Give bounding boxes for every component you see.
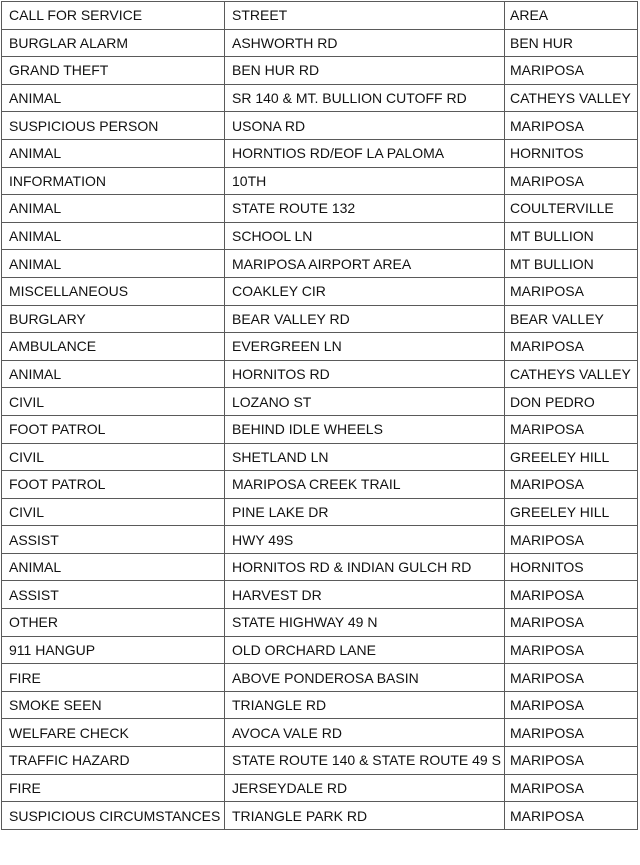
call-type-cell: 911 HANGUP xyxy=(2,636,225,664)
street-cell: TRIANGLE PARK RD xyxy=(225,802,505,830)
table-row xyxy=(2,526,638,554)
area-cell: MARIPOSA xyxy=(505,471,638,499)
area-cell: MARIPOSA xyxy=(505,581,638,609)
call-type-cell: ANIMAL xyxy=(2,222,225,250)
street-cell: STATE HIGHWAY 49 N xyxy=(225,609,505,637)
area-cell: MARIPOSA xyxy=(505,112,638,140)
street-cell: BEN HUR RD xyxy=(225,57,505,85)
street-cell: HORNTIOS RD/EOF LA PALOMA xyxy=(225,139,505,167)
call-type-cell: BURGLAR ALARM xyxy=(2,29,225,57)
call-type-cell: OTHER xyxy=(2,609,225,637)
table-row xyxy=(2,112,638,140)
header-call-for-service: CALL FOR SERVICE xyxy=(2,2,225,30)
call-type-cell: AMBULANCE xyxy=(2,333,225,361)
street-cell: LOZANO ST xyxy=(225,388,505,416)
area-cell: COULTERVILLE xyxy=(505,195,638,223)
street-cell: EVERGREEN LN xyxy=(225,333,505,361)
street-cell: SHETLAND LN xyxy=(225,443,505,471)
table-row xyxy=(2,719,638,747)
table-row xyxy=(2,57,638,85)
area-cell: HORNITOS xyxy=(505,139,638,167)
call-type-cell: SMOKE SEEN xyxy=(2,691,225,719)
table-row xyxy=(2,84,638,112)
table-row xyxy=(2,636,638,664)
call-type-cell: FOOT PATROL xyxy=(2,471,225,499)
call-type-cell: CIVIL xyxy=(2,498,225,526)
table-row xyxy=(2,305,638,333)
call-type-cell: WELFARE CHECK xyxy=(2,719,225,747)
call-type-cell: FIRE xyxy=(2,664,225,692)
call-type-cell: FOOT PATROL xyxy=(2,415,225,443)
area-cell: MARIPOSA xyxy=(505,636,638,664)
call-type-cell: CIVIL xyxy=(2,443,225,471)
call-type-cell: ANIMAL xyxy=(2,360,225,388)
street-cell: SR 140 & MT. BULLION CUTOFF RD xyxy=(225,84,505,112)
area-cell: GREELEY HILL xyxy=(505,498,638,526)
call-type-cell: BURGLARY xyxy=(2,305,225,333)
street-cell: OLD ORCHARD LANE xyxy=(225,636,505,664)
table-row xyxy=(2,609,638,637)
table-row xyxy=(2,553,638,581)
street-cell: HWY 49S xyxy=(225,526,505,554)
street-cell: ABOVE PONDEROSA BASIN xyxy=(225,664,505,692)
street-cell: STATE ROUTE 140 & STATE ROUTE 49 S xyxy=(225,747,505,775)
table-row xyxy=(2,443,638,471)
calls-for-service-table xyxy=(1,1,638,830)
area-cell: BEN HUR xyxy=(505,29,638,57)
table-row xyxy=(2,691,638,719)
table-row xyxy=(2,222,638,250)
area-cell: MARIPOSA xyxy=(505,277,638,305)
area-cell: MT BULLION xyxy=(505,222,638,250)
call-type-cell: FIRE xyxy=(2,774,225,802)
area-cell: MARIPOSA xyxy=(505,57,638,85)
street-cell: TRIANGLE RD xyxy=(225,691,505,719)
table-row xyxy=(2,250,638,278)
header-area: AREA xyxy=(505,2,638,30)
street-cell: MARIPOSA CREEK TRAIL xyxy=(225,471,505,499)
table-row xyxy=(2,747,638,775)
street-cell: USONA RD xyxy=(225,112,505,140)
area-cell: MARIPOSA xyxy=(505,167,638,195)
call-type-cell: CIVIL xyxy=(2,388,225,416)
area-cell: HORNITOS xyxy=(505,553,638,581)
table-row xyxy=(2,167,638,195)
call-type-cell: INFORMATION xyxy=(2,167,225,195)
table-row xyxy=(2,333,638,361)
street-cell: COAKLEY CIR xyxy=(225,277,505,305)
area-cell: DON PEDRO xyxy=(505,388,638,416)
area-cell: MARIPOSA xyxy=(505,526,638,554)
header-street: STREET xyxy=(225,2,505,30)
table-header-row xyxy=(2,2,638,30)
call-type-cell: ANIMAL xyxy=(2,250,225,278)
street-cell: HORNITOS RD & INDIAN GULCH RD xyxy=(225,553,505,581)
table-row xyxy=(2,581,638,609)
table-row xyxy=(2,498,638,526)
call-type-cell: ANIMAL xyxy=(2,553,225,581)
table-body xyxy=(2,29,638,829)
table-row xyxy=(2,415,638,443)
area-cell: MT BULLION xyxy=(505,250,638,278)
table-row xyxy=(2,774,638,802)
street-cell: HORNITOS RD xyxy=(225,360,505,388)
table-row xyxy=(2,139,638,167)
table-row xyxy=(2,802,638,830)
street-cell: BEHIND IDLE WHEELS xyxy=(225,415,505,443)
area-cell: MARIPOSA xyxy=(505,691,638,719)
table-row xyxy=(2,360,638,388)
area-cell: MARIPOSA xyxy=(505,747,638,775)
call-type-cell: TRAFFIC HAZARD xyxy=(2,747,225,775)
area-cell: BEAR VALLEY xyxy=(505,305,638,333)
street-cell: ASHWORTH RD xyxy=(225,29,505,57)
street-cell: PINE LAKE DR xyxy=(225,498,505,526)
call-type-cell: ASSIST xyxy=(2,526,225,554)
table-row xyxy=(2,471,638,499)
street-cell: AVOCA VALE RD xyxy=(225,719,505,747)
call-type-cell: ANIMAL xyxy=(2,84,225,112)
area-cell: CATHEYS VALLEY xyxy=(505,84,638,112)
call-type-cell: ANIMAL xyxy=(2,195,225,223)
area-cell: MARIPOSA xyxy=(505,774,638,802)
area-cell: MARIPOSA xyxy=(505,609,638,637)
table-row xyxy=(2,664,638,692)
street-cell: 10TH xyxy=(225,167,505,195)
street-cell: HARVEST DR xyxy=(225,581,505,609)
area-cell: GREELEY HILL xyxy=(505,443,638,471)
area-cell: MARIPOSA xyxy=(505,664,638,692)
table-row xyxy=(2,277,638,305)
call-type-cell: ANIMAL xyxy=(2,139,225,167)
street-cell: BEAR VALLEY RD xyxy=(225,305,505,333)
street-cell: STATE ROUTE 132 xyxy=(225,195,505,223)
table-row xyxy=(2,195,638,223)
area-cell: MARIPOSA xyxy=(505,333,638,361)
area-cell: CATHEYS VALLEY xyxy=(505,360,638,388)
street-cell: MARIPOSA AIRPORT AREA xyxy=(225,250,505,278)
call-type-cell: ASSIST xyxy=(2,581,225,609)
area-cell: MARIPOSA xyxy=(505,719,638,747)
call-type-cell: SUSPICIOUS CIRCUMSTANCES xyxy=(2,802,225,830)
call-type-cell: MISCELLANEOUS xyxy=(2,277,225,305)
area-cell: MARIPOSA xyxy=(505,415,638,443)
street-cell: JERSEYDALE RD xyxy=(225,774,505,802)
table-row xyxy=(2,29,638,57)
call-type-cell: GRAND THEFT xyxy=(2,57,225,85)
area-cell: MARIPOSA xyxy=(505,802,638,830)
street-cell: SCHOOL LN xyxy=(225,222,505,250)
table-row xyxy=(2,388,638,416)
call-type-cell: SUSPICIOUS PERSON xyxy=(2,112,225,140)
